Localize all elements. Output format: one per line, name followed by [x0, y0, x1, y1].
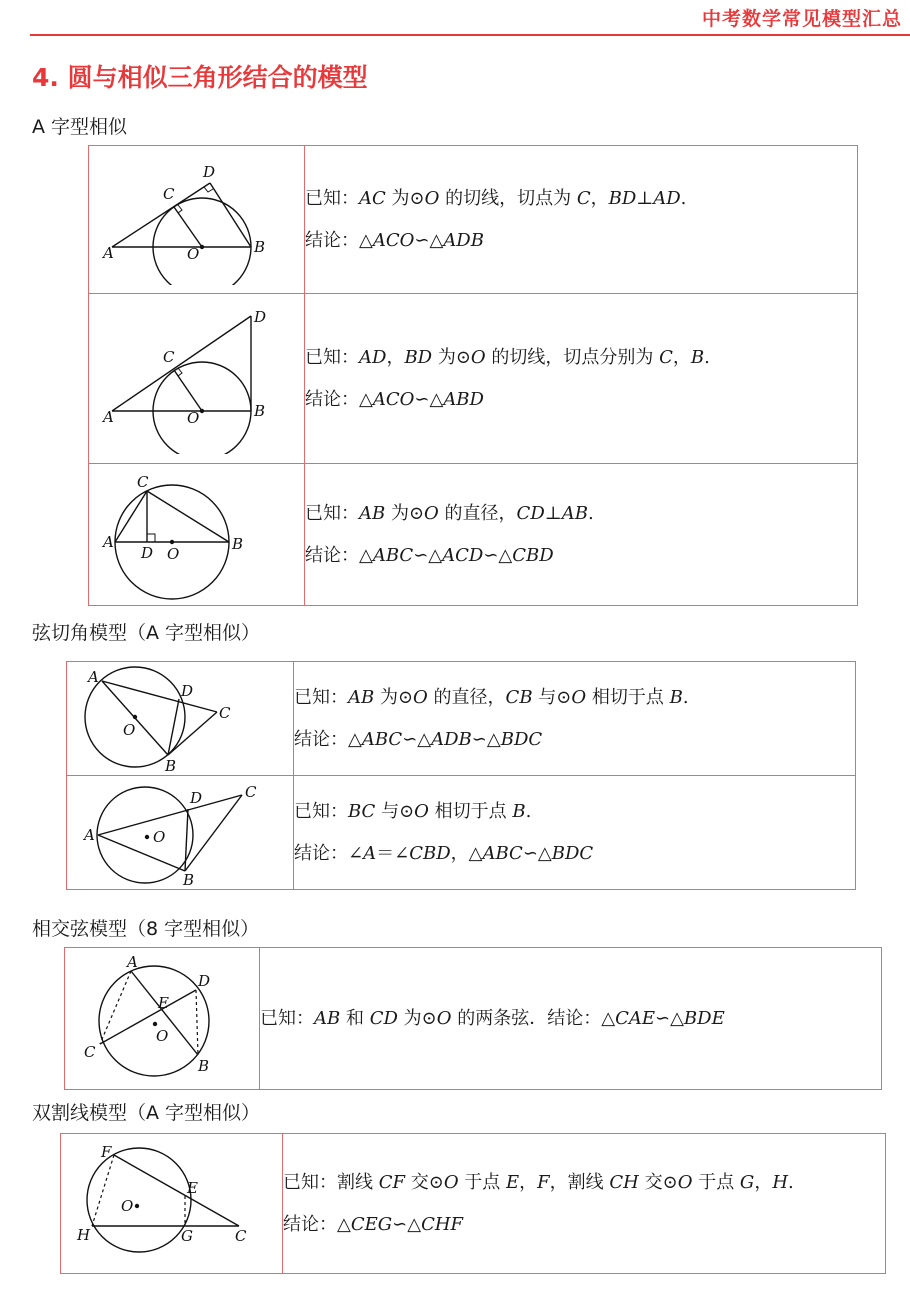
label-C: C: [136, 472, 148, 491]
text-cell: [305, 146, 858, 294]
label-B: B: [253, 401, 265, 420]
figure-cell: [67, 662, 294, 776]
label-O: O: [166, 544, 179, 563]
text-cell: [283, 1134, 886, 1274]
label-B: B: [231, 534, 243, 553]
model-row: [67, 776, 856, 890]
group-heading-tangent-chord: 弦切角模型（A 字型相似）: [32, 622, 261, 644]
label-O: O: [186, 244, 199, 263]
geometry-figure: [75, 779, 285, 887]
group-heading-two-secants: 双割线模型（A 字型相似）: [32, 1102, 261, 1124]
figure-cell: [89, 464, 305, 606]
label-H: H: [77, 1225, 91, 1244]
conclusion-line: 结论：△CEG∽△CHF: [283, 1213, 464, 1235]
model-row: [61, 1134, 886, 1274]
geometry-figure: [69, 1140, 274, 1268]
label-B: B: [183, 870, 195, 887]
label-D: D: [190, 788, 203, 807]
label-O: O: [186, 408, 199, 427]
model-row: [89, 464, 858, 606]
given-line: 已知：AC 为⊙O 的切线，切点为 C，BD⊥AD.: [305, 187, 687, 209]
header-title: 中考数学常见模型汇总: [701, 8, 902, 30]
label-C: C: [162, 347, 174, 366]
geometry-figure: [97, 155, 297, 285]
model-table-intersecting-chords: [64, 947, 882, 1090]
model-row: [89, 146, 858, 294]
label-C: C: [162, 184, 174, 203]
given-line: 已知：AB 为⊙O 的直径，CB 与⊙O 相切于点 B.: [294, 686, 689, 708]
label-F: F: [101, 1142, 112, 1161]
geometry-figure: [75, 665, 285, 773]
model-row: [89, 294, 858, 464]
given-line: 已知：割线 CF 交⊙O 于点 E，F，割线 CH 交⊙O 于点 G，H.: [283, 1171, 794, 1193]
label-O: O: [123, 720, 136, 739]
figure-cell: [67, 776, 294, 890]
text-cell: [260, 948, 882, 1090]
section-title: 4. 圆与相似三角形结合的模型: [32, 63, 368, 92]
label-A: A: [127, 953, 138, 971]
label-O: O: [121, 1196, 134, 1215]
text-cell: [294, 776, 856, 890]
label-A: A: [84, 825, 95, 844]
label-A: A: [102, 407, 114, 426]
conclusion-line: 结论：△ACO∽△ADB: [305, 229, 484, 251]
label-D: D: [198, 971, 211, 990]
text-cell: [294, 662, 856, 776]
conclusion-line: 结论：△ACO∽△ABD: [305, 388, 484, 410]
label-D: D: [253, 307, 266, 326]
given-line: 已知：AB 为⊙O 的直径，CD⊥AB.: [305, 502, 594, 524]
text-cell: [305, 464, 858, 606]
label-C: C: [245, 782, 257, 801]
figure-cell: [89, 294, 305, 464]
geometry-figure: [72, 954, 252, 1084]
model-row: [67, 662, 856, 776]
given-line: 已知：AD，BD 为⊙O 的切线，切点分别为 C，B.: [305, 346, 710, 368]
label-C: C: [235, 1226, 247, 1245]
model-table-tangent-chord: [66, 661, 856, 890]
model-row: [65, 948, 882, 1090]
label-O: O: [153, 827, 166, 846]
figure-cell: [89, 146, 305, 294]
geometry-figure: [97, 470, 297, 600]
label-G: G: [181, 1226, 193, 1245]
label-B: B: [253, 237, 265, 256]
label-A: A: [102, 532, 114, 551]
given-line: 已知：AB 和 CD 为⊙O 的两条弦．结论：△CAE∽△BDE: [260, 1007, 725, 1029]
label-E: E: [158, 993, 169, 1012]
label-O: O: [156, 1026, 169, 1045]
given-line: 已知：BC 与⊙O 相切于点 B.: [294, 800, 532, 822]
header-rule: [30, 34, 910, 36]
model-table-a-shape: [88, 145, 858, 606]
figure-cell: [65, 948, 260, 1090]
group-heading-intersecting-chords: 相交弦模型（8 字型相似）: [32, 918, 260, 940]
group-heading-a-shape: A 字型相似: [32, 116, 128, 138]
label-C: C: [84, 1042, 96, 1061]
label-C: C: [219, 703, 231, 722]
label-D: D: [202, 162, 215, 181]
label-B: B: [165, 756, 177, 773]
label-D: D: [140, 543, 153, 562]
text-cell: [305, 294, 858, 464]
conclusion-line: 结论：∠A＝∠CBD，△ABC∽△BDC: [294, 842, 594, 864]
label-E: E: [187, 1178, 198, 1197]
figure-cell: [61, 1134, 283, 1274]
conclusion-line: 结论：△ABC∽△ADB∽△BDC: [294, 728, 543, 750]
geometry-figure: [97, 304, 297, 454]
label-A: A: [88, 667, 99, 686]
label-D: D: [181, 681, 194, 700]
label-B: B: [198, 1056, 210, 1075]
model-table-two-secants: [60, 1133, 886, 1274]
label-A: A: [102, 243, 114, 262]
conclusion-line: 结论：△ABC∽△ACD∽△CBD: [305, 544, 554, 566]
